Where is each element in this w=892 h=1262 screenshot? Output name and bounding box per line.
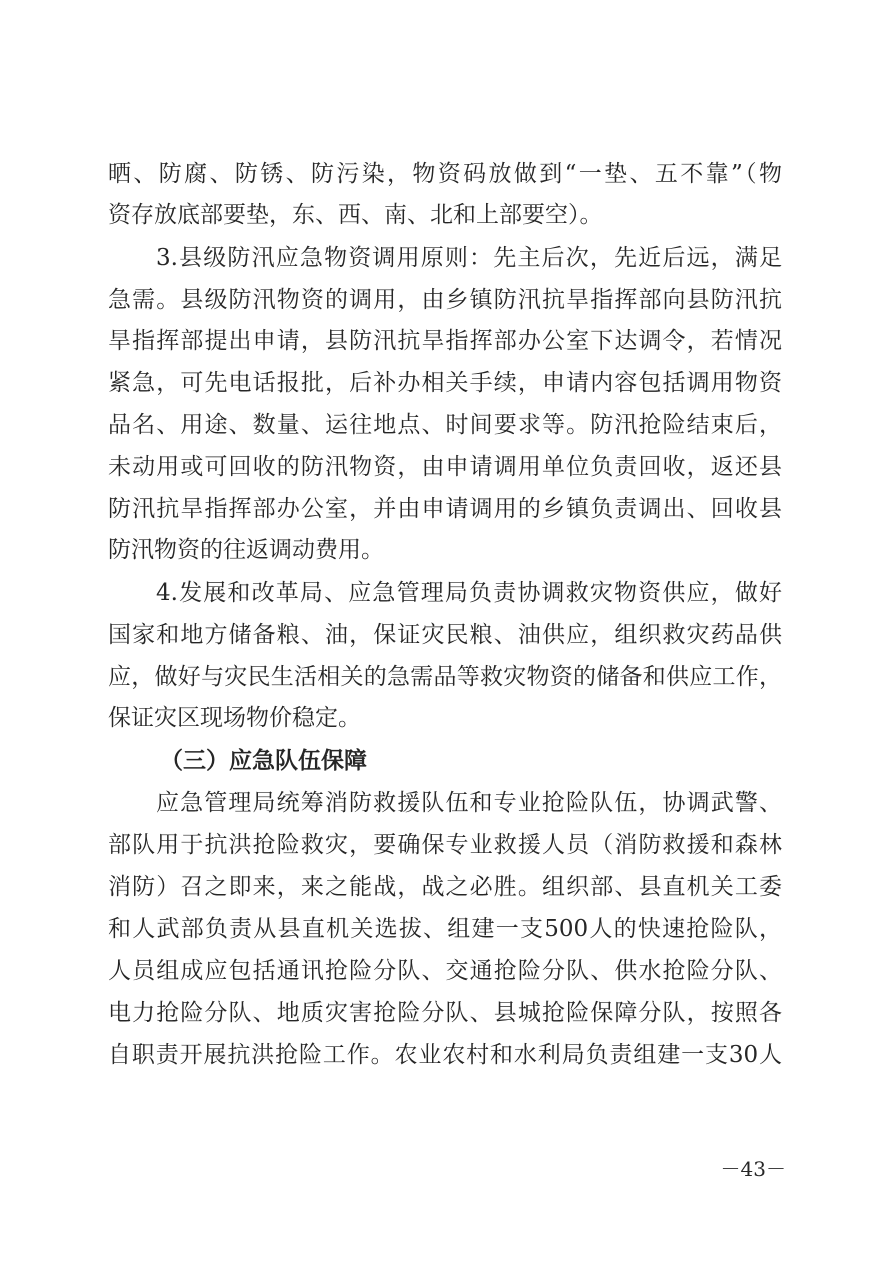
body-text-line: 旱指挥部提出申请，县防汛抗旱指挥部办公室下达调令，若情况: [108, 328, 782, 354]
body-text-line: 防汛物资的往返调动费用。: [108, 537, 384, 563]
body-text-line: 人员组成应包括通讯抢险分队、交通抢险分队、供水抢险分队、: [108, 958, 782, 984]
body-text-line: 资存放底部要垫，东、西、南、北和上部要空）。: [108, 202, 603, 228]
section-heading: （三）应急队伍保障: [160, 747, 367, 774]
body-text-line: 4.发展和改革局、应急管理局负责协调救灾物资供应，做好: [156, 580, 782, 606]
body-text-line: 消防）召之即来，来之能战，战之必胜。组织部、县直机关工委: [108, 874, 782, 900]
body-text-line: 应，做好与灾民生活相关的急需品等救灾物资的储备和供应工作，: [108, 664, 782, 690]
page-number: －43－: [720, 1157, 786, 1181]
body-text-line: 应急管理局统筹消防救援队伍和专业抢险队伍，协调武警、: [156, 790, 782, 816]
body-text-line: 防汛抗旱指挥部办公室，并由申请调用的乡镇负责调出、回收县: [108, 496, 782, 522]
body-text-line: 晒、防腐、防锈、防污染，物资码放做到“一垫、五不靠”（物: [108, 161, 782, 187]
body-text-line: 保证灾区现场物价稳定。: [108, 705, 361, 731]
body-text-line: 紧急，可先电话报批，后补办相关手续，申请内容包括调用物资: [108, 370, 782, 396]
body-text-line: 部队用于抗洪抢险救灾，要确保专业救援人员（消防救援和森林: [108, 832, 782, 858]
body-text-line: 自职责开展抗洪抢险工作。农业农村和水利局负责组建一支30人: [108, 1042, 782, 1068]
body-text-line: 电力抢险分队、地质灾害抢险分队、县城抢险保障分队，按照各: [108, 1000, 782, 1026]
body-text-line: 急需。县级防汛物资的调用，由乡镇防汛抗旱指挥部向县防汛抗: [108, 287, 782, 313]
body-text-line: 3.县级防汛应急物资调用原则：先主后次，先近后远，满足: [156, 245, 782, 271]
body-text-line: 和人武部负责从县直机关选拔、组建一支500人的快速抢险队，: [108, 916, 782, 942]
body-text-line: 未动用或可回收的防汛物资，由申请调用单位负责回收，返还县: [108, 454, 782, 480]
body-text-line: 国家和地方储备粮、油，保证灾民粮、油供应，组织救灾药品供: [108, 622, 782, 648]
body-text-line: 品名、用途、数量、运往地点、时间要求等。防汛抢险结束后，: [108, 412, 782, 438]
